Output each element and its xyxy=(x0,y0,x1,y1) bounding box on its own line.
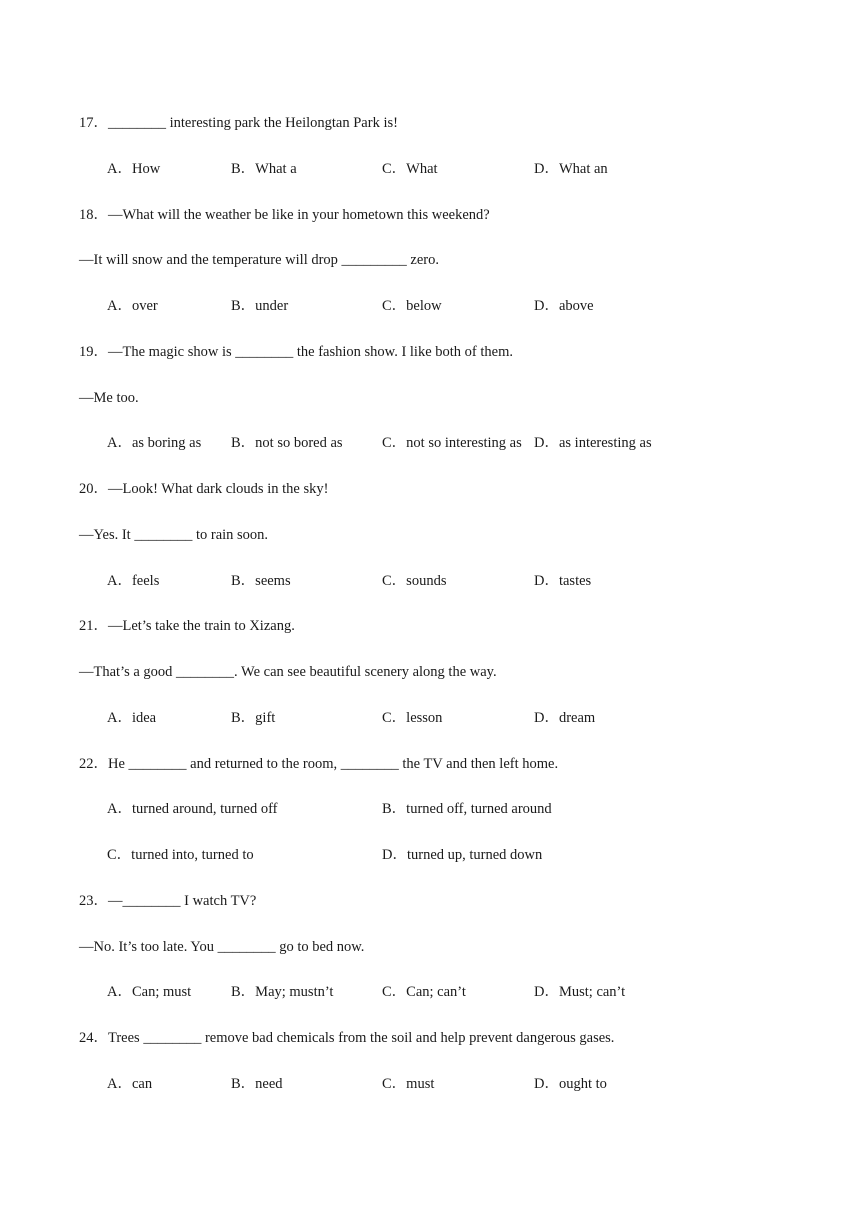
question-19-reply: —Me too. xyxy=(79,390,139,406)
question-17-option-c: C．What xyxy=(382,161,438,177)
question-23-option-a: A．Can; must xyxy=(107,984,192,1000)
question-17-stem: 17．________ interesting park the Heilongtan Park is! xyxy=(79,115,398,131)
question-18-reply: —It will snow and the temperature will drop _________ zero. xyxy=(79,252,440,268)
question-20-option-d: D．tastes xyxy=(534,573,592,589)
question-20-stem: 20．—Look! What dark clouds in the sky! xyxy=(79,481,329,497)
question-23-option-d: D．Must; can’t xyxy=(534,984,626,1000)
question-24-stem: 24．Trees ________ remove bad chemicals from the soil and help prevent dangerous gases. xyxy=(79,1030,615,1046)
question-20-option-a: A．feels xyxy=(107,573,160,589)
question-17-option-b: B．What a xyxy=(231,161,297,177)
question-23-option-b: B．May; mustn’t xyxy=(231,984,334,1000)
question-17-option-a: A．How xyxy=(107,161,161,177)
question-22-stem: 22．He ________ and returned to the room, ________ the TV and then left home. xyxy=(79,756,559,772)
question-23-option-c: C．Can; can’t xyxy=(382,984,466,1000)
question-22-option-a: A．turned around, turned off xyxy=(107,801,278,817)
question-21-option-d: D．dream xyxy=(534,710,596,726)
question-17-option-d: D．What an xyxy=(534,161,608,177)
question-22-option-c: C．turned into, turned to xyxy=(107,847,254,863)
question-19-option-a: A．as boring as xyxy=(107,435,202,451)
question-22-option-b: B．turned off, turned around xyxy=(382,801,552,817)
question-20-reply: —Yes. It ________ to rain soon. xyxy=(79,527,269,543)
question-18-stem: 18．—What will the weather be like in your hometown this weekend? xyxy=(79,207,490,223)
question-19-option-d: D．as interesting as xyxy=(534,435,652,451)
question-18-option-d: D．above xyxy=(534,298,594,314)
question-24-option-c: C．must xyxy=(382,1076,435,1092)
question-18-option-c: C．below xyxy=(382,298,442,314)
question-21-stem: 21．—Let’s take the train to Xizang. xyxy=(79,618,295,634)
question-18-option-a: A．over xyxy=(107,298,158,314)
question-18-option-b: B．under xyxy=(231,298,289,314)
question-24-option-a: A．can xyxy=(107,1076,153,1092)
question-19-option-c: C．not so interesting as xyxy=(382,435,522,451)
question-21-option-a: A．idea xyxy=(107,710,157,726)
question-19-stem: 19．—The magic show is ________ the fashion show. I like both of them. xyxy=(79,344,514,360)
question-23-reply: —No. It’s too late. You ________ go to bed now. xyxy=(79,939,365,955)
question-23-stem: 23．—________ I watch TV? xyxy=(79,893,257,909)
question-24-option-d: D．ought to xyxy=(534,1076,607,1092)
question-19-option-b: B．not so bored as xyxy=(231,435,343,451)
question-20-option-b: B．seems xyxy=(231,573,291,589)
question-20-option-c: C．sounds xyxy=(382,573,447,589)
question-21-option-c: C．lesson xyxy=(382,710,443,726)
question-21-reply: —That’s a good ________. We can see beautiful scenery along the way. xyxy=(79,664,497,680)
question-24-option-b: B．need xyxy=(231,1076,283,1092)
question-22-option-d: D．turned up, turned down xyxy=(382,847,543,863)
question-21-option-b: B．gift xyxy=(231,710,276,726)
